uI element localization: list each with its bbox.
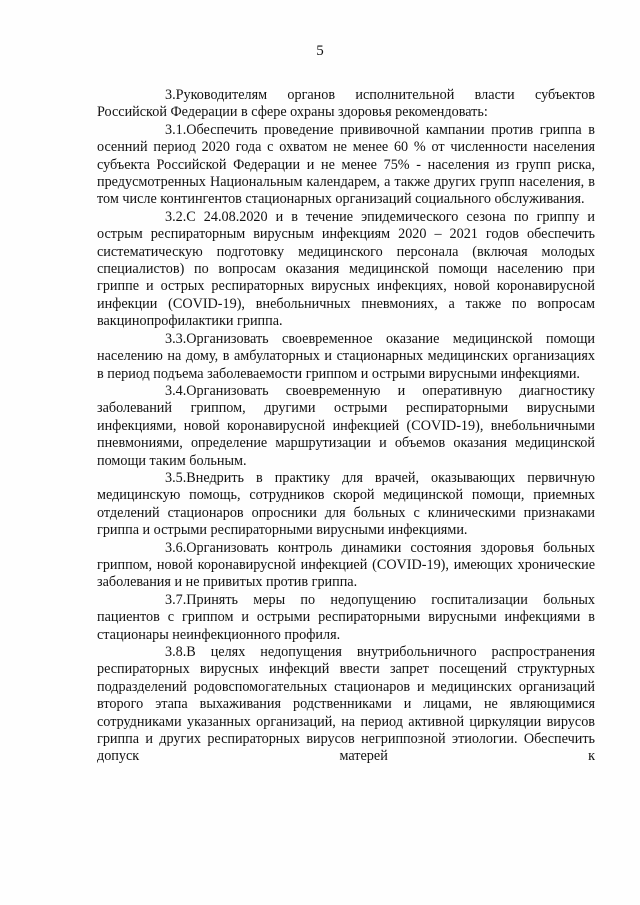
- paragraph-number: 3.: [165, 87, 176, 103]
- paragraph-3-5: [97, 470, 595, 540]
- paragraph-number: 3.4.: [165, 382, 187, 399]
- paragraph-3-3: [97, 331, 595, 383]
- paragraph-text: Организовать своевременную и оперативную диагностику заболеваний гриппом, другими острыми респираторными вирусными инфекциями, новой коронавирусной инфекцией (COVID-19), внебольничными пневмониями, определение маршрутизации и объемов оказания медицинской помощи таким больным.: [97, 382, 595, 469]
- paragraph-text: Принять меры по недопущению госпитализации больных пациентов с гриппом и острыми респираторными вирусными инфекциями в стационары неинфекционного профиля.: [97, 591, 595, 643]
- paragraph-number: 3.2.: [165, 208, 187, 225]
- paragraph-text: Обеспечить проведение прививочной кампании против гриппа в осенний период 2020 года с охватом не менее 60 % от численности населения субъекта Российской Федерации и не менее 75% - населения из групп риска, предусмотренных Национальным календарем, а также других групп населения, в том числе контингентов стационарных организаций социального обслуживания.: [97, 121, 595, 208]
- paragraph-text: С 24.08.2020 и в течение эпидемического сезона по гриппу и острым респираторным вирусным инфекциям 2020 – 2021 годов обеспечить систематическую подготовку медицинского персонала (включая молодых специалистов) по вопросам оказания медицинской помощи населению при гриппе и острых респираторных вирусных инфекциях, новой коронавирусной инфекции (COVID-19), внебольничных пневмониях, а также по вопросам вакцинопрофилактики гриппа.: [97, 208, 595, 330]
- paragraph-text: Организовать контроль динамики состояния здоровья больных гриппом, новой коронавирусной инфекцией (COVID-19), имеющих хронические заболевания и не привитых против гриппа.: [97, 539, 595, 591]
- document-body: [97, 87, 595, 766]
- paragraph-3-1: [97, 122, 595, 209]
- paragraph-3-8: [97, 644, 595, 766]
- paragraph-number: 3.3.: [165, 330, 187, 347]
- paragraph-number: 3.1.: [165, 121, 187, 138]
- paragraph-text: В целях недопущения внутрибольничного распространения респираторных вирусных инфекций ввести запрет посещений структурных подразделений родовспомогательных стационаров и медицинских организаций второго этапа выхаживания родственниками и лицами, не являющимися сотрудниками указанных организаций, на период активной циркуляции вирусов гриппа и других респираторных вирусов негриппозной этиологии. Обеспечить допуск матерей к: [97, 644, 595, 765]
- paragraph-text: Внедрить в практику для врачей, оказывающих первичную медицинскую помощь, сотрудников скорой медицинской помощи, приемных отделений стационаров опросники для больных с клиническими признаками гриппа и острыми респираторными вирусными инфекциями.: [97, 469, 595, 539]
- paragraph-number: 3.7.: [165, 591, 187, 608]
- paragraph-3-7: [97, 592, 595, 644]
- paragraph-number: 3.5.: [165, 469, 187, 486]
- paragraph-number: 3.8.: [165, 644, 187, 660]
- paragraph-3-6: [97, 540, 595, 592]
- paragraph-3: [97, 87, 595, 122]
- page-number: 5: [316, 43, 324, 59]
- paragraph-3-4: [97, 383, 595, 470]
- paragraph-text: Руководителям органов исполнительной власти субъектов Российской Федерации в сфере охраны здоровья рекомендовать:: [97, 87, 595, 121]
- paragraph-3-2: [97, 209, 595, 331]
- paragraph-text: Организовать своевременное оказание медицинской помощи населению на дому, в амбулаторных и стационарных медицинских организациях в период подъема заболеваемости гриппом и острыми вирусными инфекциями.: [97, 330, 595, 382]
- paragraph-number: 3.6.: [165, 539, 187, 556]
